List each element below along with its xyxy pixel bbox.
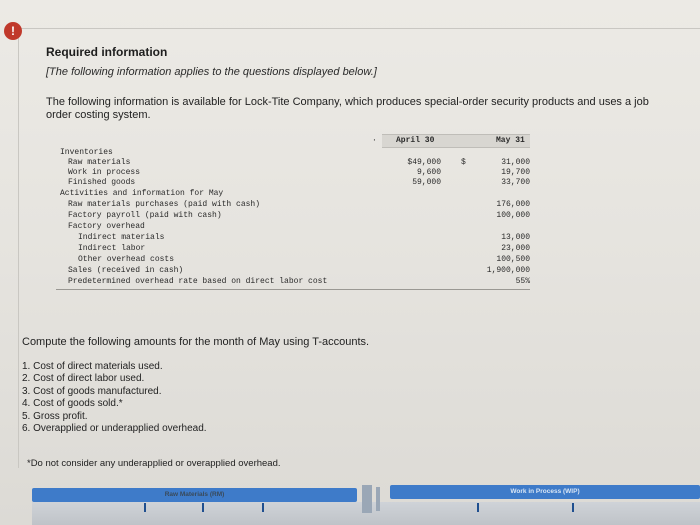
april-value: $49,000 [407, 158, 441, 167]
tab-raw-materials-label: Raw Materials (RM) [164, 491, 225, 498]
table-row [56, 222, 530, 232]
t-account-marker [572, 503, 574, 512]
row-label: Indirect materials [78, 233, 165, 242]
list-item: 2. Cost of direct labor used. [22, 373, 145, 385]
financial-data-table [56, 132, 530, 292]
list-item: 3. Cost of goods manufactured. [22, 385, 162, 397]
table-bottom-rule [56, 289, 530, 290]
column-header-may: May 31 [496, 136, 525, 145]
table-row [56, 255, 530, 265]
row-label: Work in process [68, 168, 141, 177]
alert-icon: ! [4, 22, 22, 40]
table-row [56, 189, 530, 199]
may-value: 19,700 [501, 168, 530, 177]
panel-left-border [18, 28, 19, 468]
april-value: 9,600 [416, 168, 441, 177]
table-row [56, 158, 530, 168]
panel-top-border [18, 28, 700, 29]
t-account-marker [202, 503, 204, 512]
row-label: Raw materials [68, 158, 131, 167]
row-label: Factory overhead [68, 222, 145, 231]
row-label: Inventories [60, 148, 113, 157]
table-row [56, 178, 530, 188]
table-row [56, 200, 530, 210]
may-value: 13,000 [501, 233, 530, 242]
row-label: Factory payroll (paid with cash) [68, 211, 222, 220]
instructions-subtitle: [The following information applies to the questions displayed below.] [46, 66, 377, 78]
tab-divider [376, 487, 380, 511]
table-row [56, 233, 530, 243]
may-value: 176,000 [496, 200, 530, 209]
tab-divider [362, 485, 372, 513]
list-item: 1. Cost of direct materials used. [22, 361, 163, 372]
row-label: Predetermined overhead rate based on direct labor cost [68, 277, 328, 286]
t-account-tabs [32, 485, 700, 525]
row-label: Sales (received in cash) [68, 266, 184, 275]
may-value: 100,000 [496, 211, 530, 220]
tab-work-in-process-label: Work in Process (WIP) [510, 488, 580, 495]
row-label: Other overhead costs [78, 255, 175, 264]
may-value: 33,700 [501, 178, 530, 187]
may-value: 31,000 [501, 158, 530, 167]
row-label: Finished goods [68, 178, 136, 187]
list-item: 4. Cost of goods sold.* [22, 398, 123, 410]
table-row [56, 244, 530, 254]
column-header-april: April 30 [396, 136, 435, 145]
table-row [56, 277, 530, 287]
currency-symbol: $ [461, 158, 466, 167]
list-item: 6. Overapplied or underapplied overhead. [22, 423, 207, 435]
table-row [56, 266, 530, 276]
row-label: Activities and information for May [60, 189, 224, 198]
tab-raw-materials[interactable] [32, 488, 357, 502]
april-value: 59,000 [412, 178, 441, 187]
table-row [56, 211, 530, 221]
may-value: 1,900,000 [486, 266, 530, 275]
row-label: Raw materials purchases (paid with cash) [68, 200, 261, 209]
t-account-marker [144, 503, 146, 512]
tab-work-in-process[interactable] [390, 485, 700, 499]
table-row [56, 148, 530, 158]
may-value: 23,000 [501, 244, 530, 253]
required-information-title: Required information [46, 45, 168, 59]
footnote: *Do not consider any underapplied or overapplied overhead. [27, 458, 281, 469]
table-row [56, 168, 530, 178]
may-value: 55% [515, 277, 530, 286]
list-item: 5. Gross profit. [22, 410, 88, 422]
question-list [22, 361, 207, 435]
may-value: 100,500 [496, 255, 530, 264]
header-dot: · [372, 136, 377, 145]
compute-instruction: Compute the following amounts for the month of May using T-accounts. [22, 336, 370, 348]
t-account-marker [477, 503, 479, 512]
intro-paragraph: The following information is available for Lock-Tite Company, which produces special-order security products and uses a job order costing system. [46, 96, 649, 121]
row-label: Indirect labor [78, 244, 146, 253]
t-account-marker [262, 503, 264, 512]
